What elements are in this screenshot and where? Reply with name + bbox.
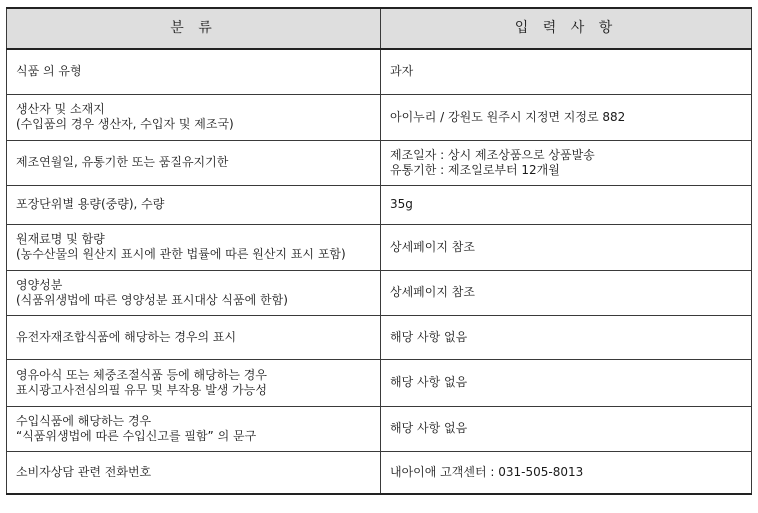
row-value-line: 해당 사항 없음 (390, 421, 468, 435)
table-row (7, 270, 752, 315)
row-value (381, 49, 752, 94)
row-label-line: 소비자상담 관련 전화번호 (16, 464, 152, 479)
row-label-line: 유전자재조합식품에 해당하는 경우의 표시 (16, 329, 237, 344)
row-value-line: 상세페이지 참조 (390, 285, 475, 299)
row-label-line: (식품위생법에 따른 영양성분 표시대상 식품에 한함) (16, 292, 288, 307)
product-info-table (6, 7, 752, 495)
row-label-line: 포장단위별 용량(중량), 수량 (16, 197, 165, 211)
row-label-line: 식품 의 유형 (16, 64, 82, 79)
row-value (381, 315, 752, 359)
row-label (7, 359, 381, 406)
row-value-line: 35g (390, 197, 413, 211)
row-value (381, 270, 752, 315)
row-label (7, 185, 381, 224)
row-value (381, 185, 752, 224)
row-label-line: 표시광고사전심의필 유무 및 부작용 발생 가능성 (16, 382, 267, 397)
row-value (381, 94, 752, 140)
table-row (7, 315, 752, 359)
row-label (7, 451, 381, 494)
row-label-line: 영양성분 (16, 277, 63, 292)
row-value (381, 359, 752, 406)
row-label (7, 49, 381, 94)
row-label-line: “식품위생법에 따른 수입신고를 필함” 의 문구 (16, 428, 257, 443)
row-label (7, 406, 381, 451)
row-label-line: 원재료명 및 함량 (16, 232, 105, 246)
row-label-line: (수입품의 경우 생산자, 수입자 및 제조국) (16, 117, 234, 131)
row-label (7, 270, 381, 315)
table-row (7, 224, 752, 270)
row-value-line: 유통기한 : 제조일로부터 12개월 (390, 162, 560, 177)
row-label-line: 생산자 및 소재지 (16, 102, 105, 116)
row-value (381, 406, 752, 451)
row-value-line: 내아이애 고객센터 : 031-505-8013 (390, 464, 584, 479)
row-label (7, 140, 381, 185)
row-label-line: (농수산물의 원산지 표시에 관한 법률에 따른 원산지 표시 포함) (16, 247, 346, 261)
row-value (381, 451, 752, 494)
table-row (7, 140, 752, 185)
table-row (7, 185, 752, 224)
row-label (7, 224, 381, 270)
row-value-line: 제조일자 : 상시 제조상품으로 상품발송 (390, 147, 595, 162)
table-header-row (7, 8, 752, 49)
table-row (7, 94, 752, 140)
row-value-line: 과자 (390, 64, 414, 79)
table-row (7, 49, 752, 94)
row-label-line: 제조연월일, 유통기한 또는 품질유지기한 (16, 155, 229, 169)
row-value (381, 140, 752, 185)
row-label-line: 영유아식 또는 체중조절식품 등에 해당하는 경우 (16, 367, 267, 382)
row-value-line: 해당 사항 없음 (390, 375, 468, 389)
table-row (7, 406, 752, 451)
table-row (7, 359, 752, 406)
header-category: 분 류 (7, 8, 381, 49)
row-value (381, 224, 752, 270)
header-input: 입 력 사 항 (381, 8, 752, 49)
row-value-line: 아이누리 / 강원도 원주시 지정면 지정로 882 (390, 109, 626, 124)
row-label (7, 94, 381, 140)
table-row (7, 451, 752, 494)
row-value-line: 해당 사항 없음 (390, 329, 468, 344)
row-label (7, 315, 381, 359)
row-label-line: 수입식품에 해당하는 경우 (16, 413, 152, 428)
row-value-line: 상세페이지 참조 (390, 239, 475, 254)
